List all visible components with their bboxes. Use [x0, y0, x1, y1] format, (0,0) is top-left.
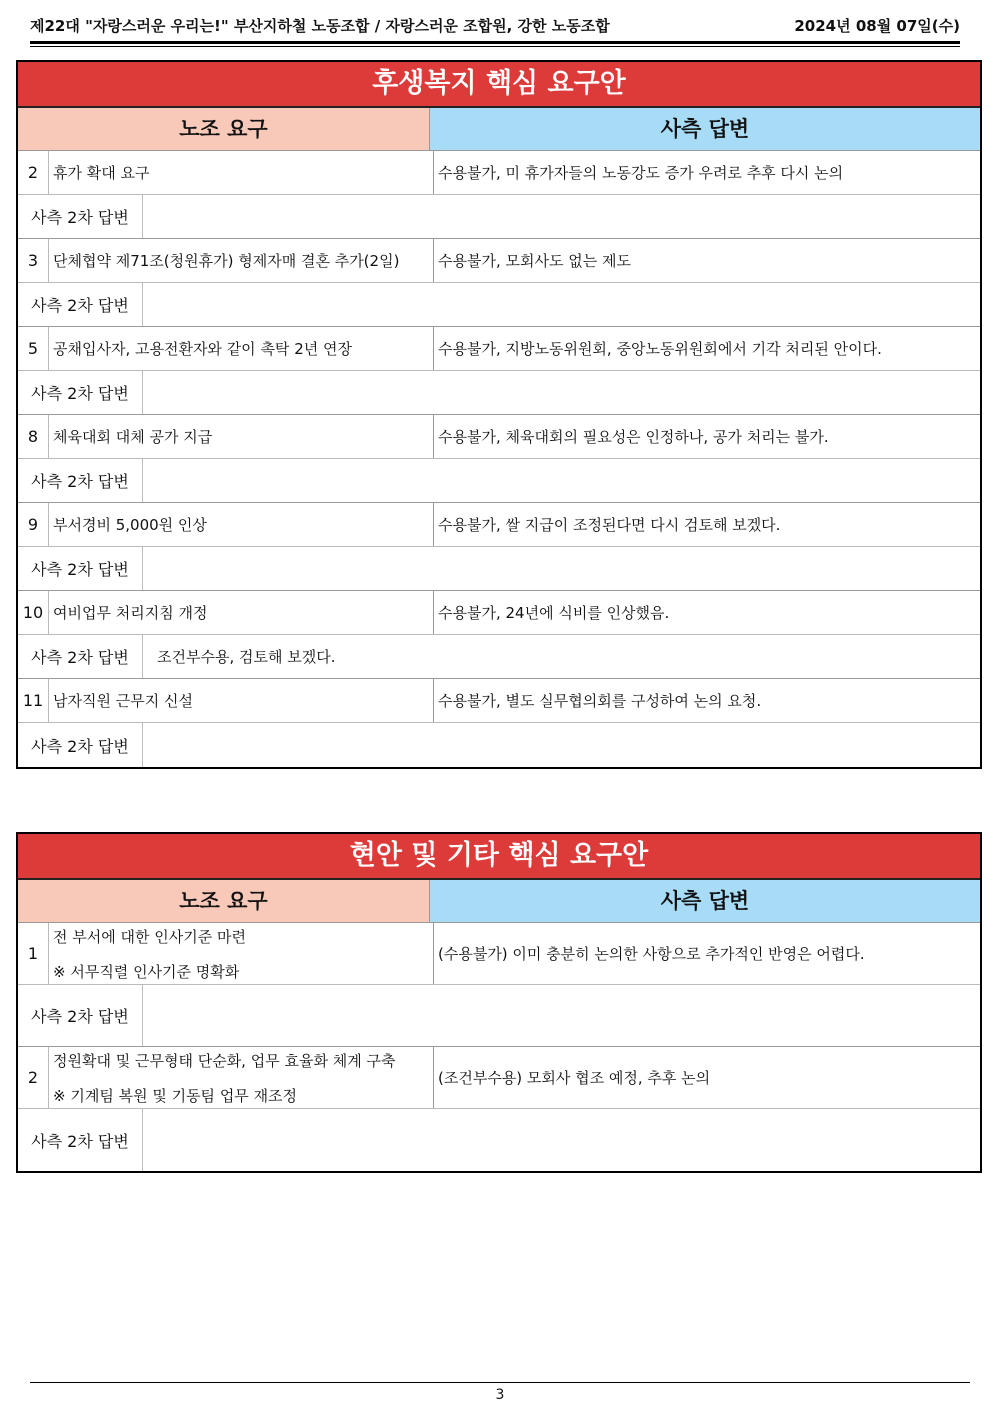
column-header-union-demand: 노조 요구: [18, 108, 430, 150]
demand-text: 단체협약 제71조(청원휴가) 형제자매 결혼 추가(2일): [53, 252, 400, 270]
pending-issues-table: [16, 832, 982, 1173]
demand-cell: [49, 503, 434, 546]
demand-text: 부서경비 5,000원 인상: [53, 516, 207, 534]
second-answer-row: [18, 635, 980, 679]
item-number: 11: [18, 679, 49, 722]
second-answer-row: [18, 459, 980, 503]
demand-cell: [49, 1047, 434, 1108]
item-number: 2: [18, 1047, 49, 1108]
item-number: 5: [18, 327, 49, 370]
second-answer-row: [18, 371, 980, 415]
demand-row: [18, 1047, 980, 1109]
page-number: 3: [495, 1387, 505, 1403]
second-answer-text: [143, 371, 980, 414]
second-answer-text: [143, 283, 980, 326]
second-answer-label: 사측 2차 답변: [18, 1109, 143, 1171]
page-header: [30, 8, 960, 42]
second-answer-row: [18, 547, 980, 591]
company-answer: 수용불가, 별도 실무협의회를 구성하여 논의 요청.: [438, 692, 762, 710]
column-header-row: [18, 880, 980, 923]
demand-row: [18, 239, 980, 283]
second-answer-row: [18, 283, 980, 327]
second-answer-row: [18, 1109, 980, 1171]
company-answer: 수용불가, 지방노동위원회, 중앙노동위원회에서 기각 처리된 안이다.: [438, 340, 882, 358]
demand-text: 남자직원 근무지 신설: [53, 692, 193, 710]
demand-row: [18, 415, 980, 459]
header-rule-thin: [30, 46, 960, 47]
second-answer-label: 사측 2차 답변: [18, 985, 143, 1046]
header-rule: [30, 41, 960, 44]
demand-text: 전 부서에 대한 인사기준 마련: [53, 927, 246, 946]
column-header-company-answer: 사측 답변: [430, 880, 980, 922]
demand-cell: [49, 327, 434, 370]
demand-text: 휴가 확대 요구: [53, 164, 150, 182]
second-answer-text: [143, 1109, 980, 1171]
demand-cell: [49, 923, 434, 984]
footer-rule: [30, 1382, 970, 1383]
demand-note: ※ 기계팀 복원 및 기동팀 업무 재조정: [53, 1086, 298, 1105]
second-answer-row: [18, 723, 980, 767]
second-answer-row: [18, 195, 980, 239]
demand-row: [18, 923, 980, 985]
demand-row: [18, 151, 980, 195]
company-answer: (조건부수용) 모회사 협조 예정, 추후 논의: [438, 1069, 711, 1087]
demand-text: 여비업무 처리지침 개정: [53, 604, 208, 622]
item-number: 9: [18, 503, 49, 546]
demand-cell: [49, 239, 434, 282]
second-answer-text: [143, 459, 980, 502]
demand-row: [18, 679, 980, 723]
demand-cell: [49, 679, 434, 722]
demand-text: 공채입사자, 고용전환자와 같이 촉탁 2년 연장: [53, 340, 352, 358]
item-number: 1: [18, 923, 49, 984]
second-answer-label: 사측 2차 답변: [18, 547, 143, 590]
company-answer: 수용불가, 모회사도 없는 제도: [438, 252, 631, 270]
company-answer: (수용불가) 이미 충분히 논의한 사항으로 추가적인 반영은 어렵다.: [438, 945, 865, 963]
company-answer: 수용불가, 미 휴가자들의 노동강도 증가 우려로 추후 다시 논의: [438, 164, 844, 182]
second-answer-text: [143, 985, 980, 1046]
second-answer-label: 사측 2차 답변: [18, 459, 143, 502]
item-number: 8: [18, 415, 49, 458]
header-date: 2024년 08월 07일(수): [794, 16, 960, 35]
column-header-union-demand: 노조 요구: [18, 880, 430, 922]
column-header-row: [18, 108, 980, 151]
demand-row: [18, 327, 980, 371]
demand-cell: [49, 591, 434, 634]
section-title: 후생복지 핵심 요구안: [18, 62, 980, 108]
demand-row: [18, 591, 980, 635]
item-number: 10: [18, 591, 49, 634]
company-answer: 수용불가, 쌀 지급이 조정된다면 다시 검토해 보겠다.: [438, 516, 781, 534]
demand-cell: [49, 151, 434, 194]
demand-cell: [49, 415, 434, 458]
second-answer-label: 사측 2차 답변: [18, 283, 143, 326]
item-number: 3: [18, 239, 49, 282]
company-answer: 수용불가, 24년에 식비를 인상했음.: [438, 604, 670, 622]
second-answer-label: 사측 2차 답변: [18, 723, 143, 767]
welfare-demands-table: [16, 60, 982, 769]
header-left-text: 제22대 "자랑스러운 우리는!" 부산지하철 노동조합 / 자랑스러운 조합원, 강한 노동조합: [30, 16, 610, 35]
demand-note: ※ 서무직렬 인사기준 명확화: [53, 962, 240, 981]
second-answer-label: 사측 2차 답변: [18, 635, 143, 678]
demand-text: 정원확대 및 근무형태 단순화, 업무 효율화 체계 구축: [53, 1051, 396, 1070]
second-answer-text: 조건부수용, 검토해 보겠다.: [157, 648, 336, 666]
section-title: 현안 및 기타 핵심 요구안: [18, 834, 980, 880]
company-answer: 수용불가, 체육대회의 필요성은 인정하나, 공가 처리는 불가.: [438, 428, 829, 446]
second-answer-text: [143, 195, 980, 238]
second-answer-text: [143, 547, 980, 590]
second-answer-row: [18, 985, 980, 1047]
second-answer-label: 사측 2차 답변: [18, 195, 143, 238]
demand-row: [18, 503, 980, 547]
column-header-company-answer: 사측 답변: [430, 108, 980, 150]
item-number: 2: [18, 151, 49, 194]
second-answer-text: [143, 723, 980, 767]
demand-text: 체육대회 대체 공가 지급: [53, 428, 213, 446]
second-answer-label: 사측 2차 답변: [18, 371, 143, 414]
